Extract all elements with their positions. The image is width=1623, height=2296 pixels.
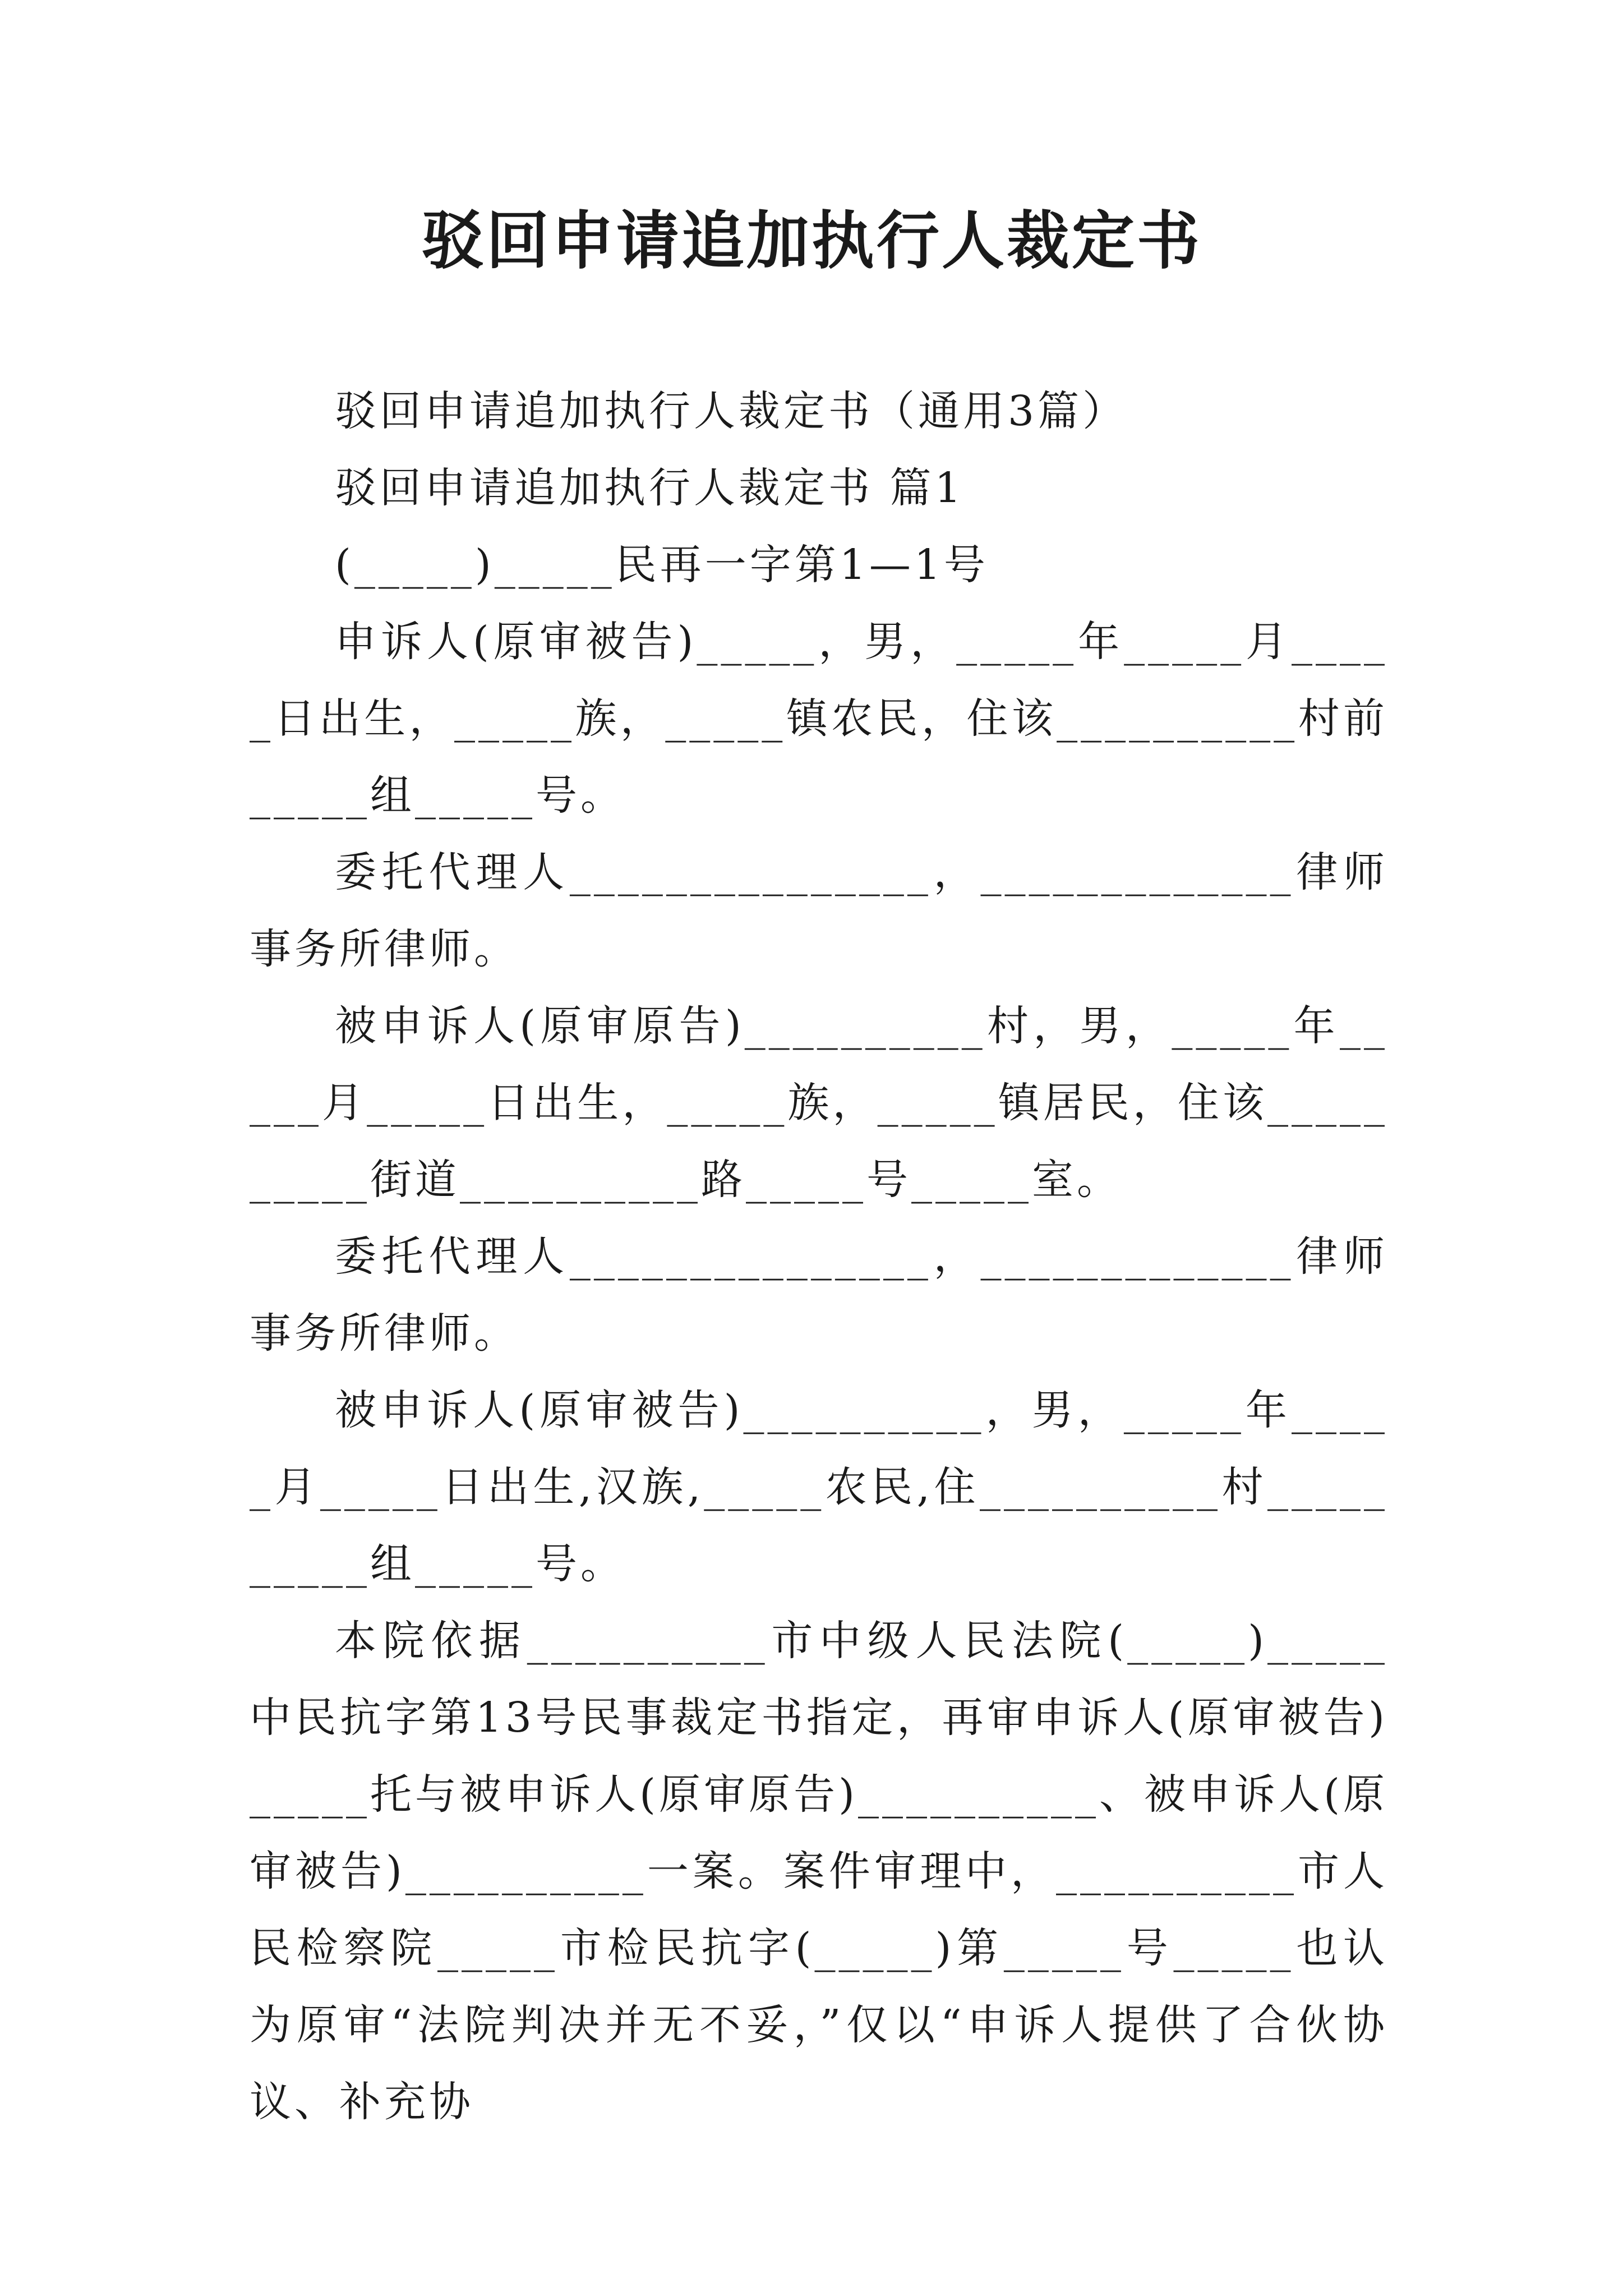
paragraph-respondent-plaintiff: 被申诉人(原审原告)__________村，男，_____年_____月_____日出生，_____族，_____镇居民，住该__________街道__________路_____号_____室。 — [250, 1002, 1388, 1204]
paragraph-subtitle: 驳回申请追加执行人裁定书（通用3篇） — [335, 387, 1128, 435]
paragraph-appellant: 申诉人(原审被告)_____，男，_____年_____月_____日出生，_____族，_____镇农民，住该__________村前_____组_____号。 — [250, 618, 1388, 820]
document-body — [250, 373, 1388, 2141]
paragraph-respondent-agent: 委托代理人_______________，_____________律师事务所律师。 — [250, 1232, 1388, 1358]
document-title: 驳回申请追加执行人裁定书 — [421, 204, 1202, 278]
paragraph-case-number: (_____)_____民再一字第1—1号 — [335, 541, 989, 589]
paragraph-respondent-defendant: 被申诉人(原审被告)__________，男，_____年_____月_____日出生,汉族,_____农民,住__________村__________组_____号。 — [250, 1386, 1388, 1588]
paragraph-case-basis: 本院依据__________市中级人民法院(_____)_____中民抗字第13号民事裁定书指定，再审申诉人(原审被告)_____托与被申诉人(原审原告)__________、被申诉人(原审被告)__________一案。案件审理中，__________市人民检察院_____市检民抗字(_____)第_____号_____也认为原审“法院判决并无不妥，”仅以“申诉人提供了合伙协议、补充协 — [250, 1617, 1388, 2126]
paragraph-section-heading: 驳回申请追加执行人裁定书 篇1 — [335, 464, 965, 512]
paragraph-appellant-agent: 委托代理人_______________，_____________律师事务所律师。 — [250, 848, 1388, 973]
